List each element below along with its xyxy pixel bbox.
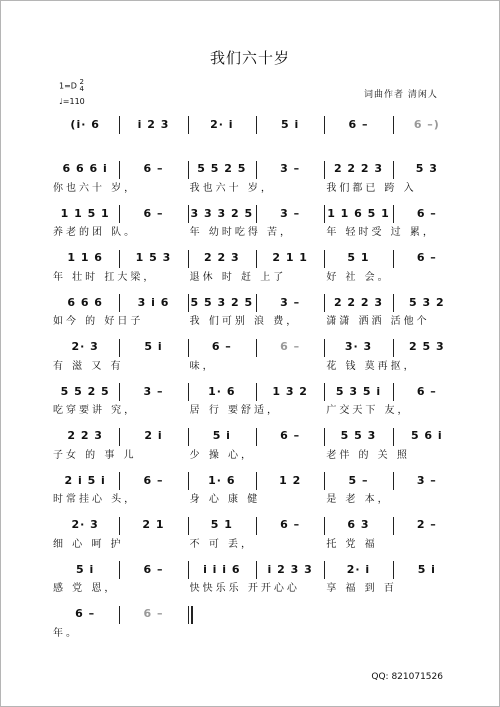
lyric-phrase: 快快乐乐 开开心心 [189, 583, 300, 594]
lyric-phrase: 年。 [53, 627, 79, 639]
score-line [1, 158, 499, 198]
score-line [1, 558, 499, 598]
lyric-row [1, 180, 499, 198]
lyric-phrase: 我 们可别 浪 费， [189, 316, 300, 327]
notation-row [1, 291, 499, 313]
measure: 5 1 [210, 518, 233, 531]
notation-row [1, 469, 499, 491]
measure: 2 2 3 [204, 251, 240, 264]
lyric-phrase: 托 党 福 [326, 538, 378, 550]
measure: 2 2 2 3 [333, 162, 384, 175]
measure: 2 i 5 i [64, 473, 106, 487]
measure: 6 6 6 [67, 295, 103, 309]
measure: 5 6 i [410, 429, 443, 442]
lyric-phrase: 我也六十 岁， [189, 182, 274, 194]
measure: 5 i [417, 562, 436, 576]
measure: 6 – [143, 607, 164, 620]
notation-row [1, 425, 499, 447]
measure: 6 – [143, 562, 164, 576]
measure: 5 5 3 2 5 [190, 295, 254, 309]
measure: 6 – [416, 251, 437, 264]
measure: 2· 3 [71, 340, 99, 353]
notation-row [1, 514, 499, 536]
measure: 6 – [75, 607, 96, 620]
measure: 2 2 2 3 [333, 295, 384, 309]
score-line [1, 202, 499, 242]
lyric-phrase: 少 操 心， [189, 449, 255, 461]
measure: i 2 3 3 [267, 562, 313, 576]
lyric-row [1, 447, 499, 465]
lyric-row [1, 135, 499, 153]
measure: 6 – [211, 340, 232, 353]
measure: 3· 3 [344, 340, 373, 353]
lyric-row [1, 491, 499, 509]
lyric-phrase: 居 行 要舒适， [189, 405, 281, 416]
score-line [1, 291, 499, 331]
score-line [1, 514, 499, 554]
measure: 1 1 6 5 1 [327, 206, 390, 220]
time-signature: 2 4 [79, 78, 84, 93]
measure: 5 5 2 5 [197, 162, 247, 175]
lyric-phrase: 花 钱 莫再抠， [326, 360, 417, 372]
lyric-row [1, 580, 499, 598]
measure: 2 2 3 [67, 429, 103, 442]
lyric-row [1, 402, 499, 420]
measure: 1 1 6 [67, 251, 103, 264]
measure: 2 – [416, 518, 437, 531]
measure: 6 –) [413, 117, 440, 131]
notation-row [1, 202, 499, 224]
measure: 1 5 3 [135, 251, 172, 264]
measure: 2· i [210, 117, 234, 131]
measure: 1 2 [279, 473, 302, 487]
measure: 6 – [280, 340, 301, 353]
measure: 6 – [348, 117, 369, 131]
measure: 5 i [76, 562, 95, 576]
measure: 6 3 [347, 518, 370, 531]
measure: 5 – [348, 473, 369, 487]
lyric-phrase: 潇潇 洒洒 活他个 [326, 316, 430, 327]
measure: 5 i [144, 340, 163, 353]
score-line [1, 469, 499, 509]
lyric-phrase: 味， [189, 360, 216, 372]
lyric-phrase: 老伴 的 关 照 [326, 449, 410, 461]
measure: 6 – [416, 206, 437, 220]
bar-line [188, 606, 189, 624]
score-line [1, 380, 499, 420]
measure: 2· 3 [71, 518, 99, 531]
lyric-phrase: 好 社 会。 [326, 271, 391, 283]
notation-row [1, 158, 499, 180]
measure: 3 i 6 [137, 295, 170, 309]
lyric-phrase: 年 幼时吃得 苦， [189, 227, 294, 238]
measure: 1· 6 [208, 384, 236, 398]
score-line [1, 336, 499, 376]
measure: 5 3 5 i [335, 384, 382, 398]
measure: 5 3 2 [409, 295, 445, 309]
final-bar-line [191, 606, 193, 624]
measure: 5 3 [415, 162, 438, 175]
measure: 1 3 2 [272, 384, 308, 398]
lyric-phrase: 年 轻时受 过 累， [326, 227, 436, 238]
lyric-row [1, 269, 499, 287]
measure: 6 – [143, 206, 164, 220]
measure: 3 – [280, 206, 301, 220]
lyric-phrase: 如今 的 好日子 [53, 316, 144, 327]
song-title: 我们六十岁 [209, 49, 290, 67]
measure: 3 – [280, 162, 301, 175]
measure: 5 1 [347, 251, 370, 264]
measure: 2 1 [142, 518, 165, 531]
key-signature: 1=D 2 4 [59, 78, 84, 93]
lyric-phrase: 细 心 呵 护 [53, 538, 124, 550]
lyric-phrase: 吃穿要讲 究， [53, 405, 138, 416]
notation-row [1, 380, 499, 402]
measure: 6 – [280, 429, 301, 442]
lyric-row [1, 224, 499, 242]
notation-row [1, 247, 499, 269]
measure: 5 5 2 5 [60, 384, 110, 398]
lyric-row [1, 625, 499, 643]
lyric-row [1, 536, 499, 554]
credit-line: 词曲作者 清闲人 [364, 90, 438, 100]
score-line [1, 603, 499, 643]
measure: 6 – [143, 473, 164, 487]
notation-row [1, 558, 499, 580]
measure: 5 i [212, 429, 231, 442]
measure: 6 – [280, 518, 301, 531]
measure: 3 – [280, 295, 301, 309]
lyric-phrase: 是 老 本， [326, 494, 391, 505]
notation-row [1, 336, 499, 358]
score-line [1, 113, 499, 153]
measure: 5 i [281, 117, 300, 131]
measure: 3 – [416, 473, 437, 487]
measure: 3 – [143, 384, 164, 398]
measure: 2 1 1 [272, 251, 308, 264]
lyric-phrase: 广交天下 友， [326, 405, 411, 416]
lyric-phrase: 我们都已 跨 入 [326, 182, 417, 194]
measure: 2· i [346, 562, 371, 576]
lyric-phrase: 你也六十 岁， [53, 182, 138, 194]
measure: 6 6 6 i [62, 162, 108, 175]
measure: 1 1 5 1 [60, 206, 110, 220]
notation-row [1, 113, 499, 135]
score-line [1, 425, 499, 465]
lyric-phrase: 退休 时 赶 上了 [189, 271, 287, 283]
measure: 2 i [144, 429, 163, 442]
measure: 2 5 3 [409, 340, 445, 353]
measure: 6 – [416, 384, 437, 398]
measure: i i i 6 [203, 562, 241, 576]
lyric-row [1, 313, 499, 331]
lyric-phrase: 养老的团 队。 [53, 227, 138, 238]
lyric-phrase: 年 壮时 扛大梁， [53, 271, 157, 283]
measure: 6 – [143, 162, 164, 175]
lyric-phrase: 感 党 恩， [53, 583, 118, 594]
measure: 5 5 3 [340, 429, 377, 442]
notation-row [1, 603, 499, 625]
lyric-phrase: 时常挂心 头， [53, 494, 138, 505]
lyric-phrase: 享 福 到 百 [326, 583, 397, 594]
qq-contact: QQ: 821071526 [371, 672, 443, 682]
lyric-phrase: 子女 的 事 儿 [53, 449, 137, 461]
measure: 3 3 3 2 5 [190, 206, 254, 220]
lyric-phrase: 身 心 康 健 [189, 494, 261, 505]
measure: i 2 3 [137, 117, 170, 131]
lyric-phrase: 不 可 丢， [189, 538, 255, 550]
measure: (i· 6 [70, 117, 100, 131]
measure: 1· 6 [208, 473, 236, 487]
score-line [1, 247, 499, 287]
lyric-phrase: 有 滋 又 有 [53, 360, 124, 372]
lyric-row [1, 358, 499, 376]
tempo-mark: ♩=110 [59, 97, 85, 106]
